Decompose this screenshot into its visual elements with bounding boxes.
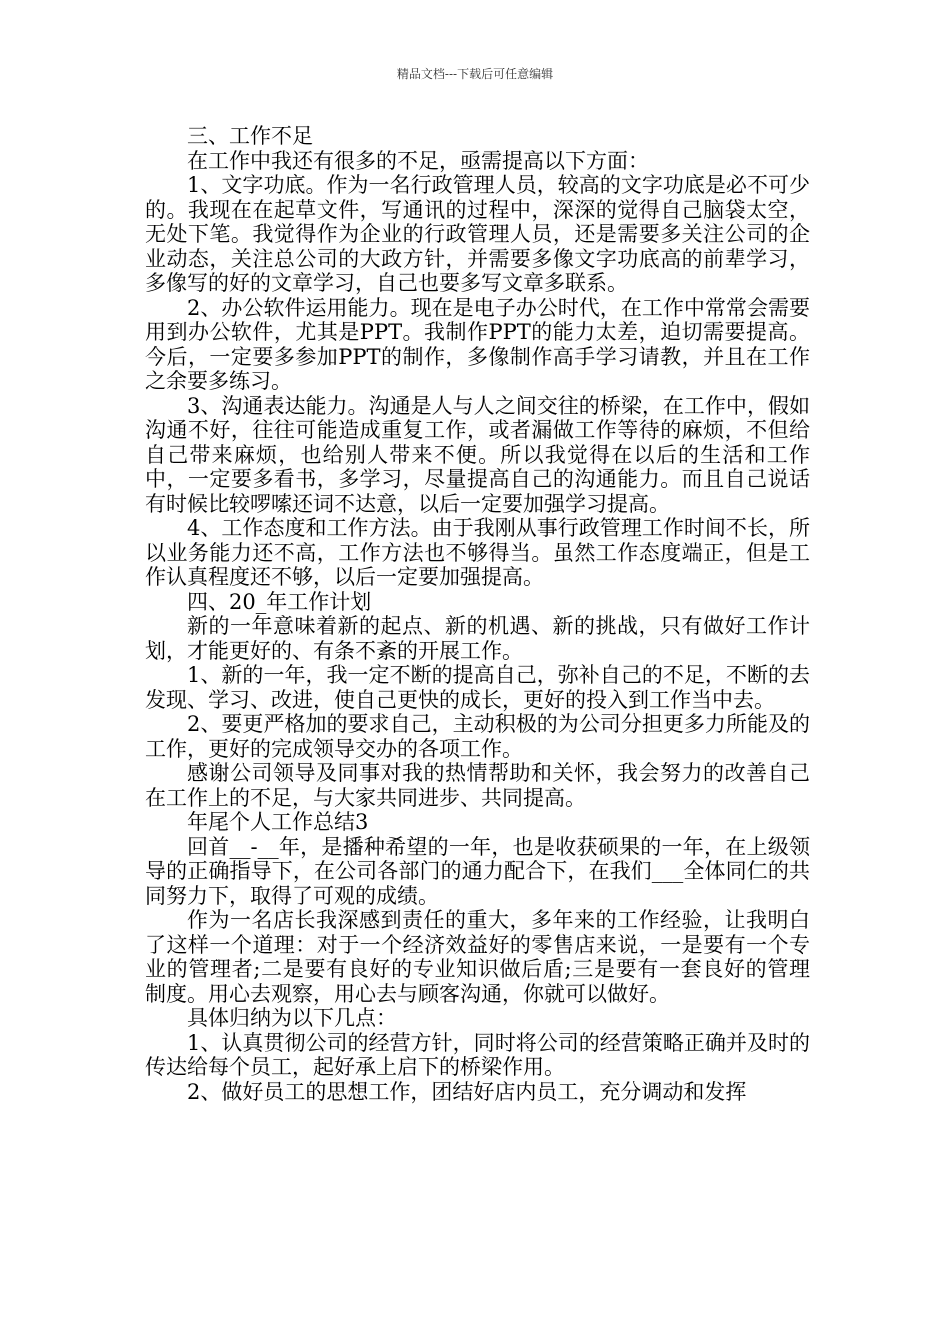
list-item: 2、做好员工的思想工作，团结好店内员工，充分调动和发挥	[187, 1079, 747, 1104]
list-item: 1、新的一年，我一定不断的提高自己，弥补自己的不足，不断的去发现、学习、改进，使自己更快的成长，更好的投入到工作当中去。	[145, 663, 810, 712]
paragraph: 作为一名店长我深感到责任的重大，多年来的工作经验，让我明白了这样一个道理：对于一个经济效益好的零售店来说，一是要有一个专业的管理者;二是要有良好的专业知识做后盾;三是要有一套良好的管理制度。用心去观察，用心去与顾客沟通，你就可以做好。	[145, 908, 810, 1006]
section-heading-summary-3: 年尾个人工作总结3	[187, 810, 369, 834]
list-item: 1、认真贯彻公司的经营方针，同时将公司的经营策略正确并及时的传达给每个员工，起好承上启下的桥梁作用。	[145, 1030, 810, 1079]
list-item: 1、文字功底。作为一名行政管理人员，较高的文字功底是必不可少的。我现在在起草文件，写通讯的过程中，深深的觉得自己脑袋太空，无处下笔。我觉得作为企业的行政管理人员，还是需要多关注公司的企业动态，关注总公司的大政方针，并需要多像文字功底高的前辈学习，多像写的好的文章学习，自己也要多写文章多联系。	[145, 173, 810, 295]
list-item: 2、要更严格加的要求自己，主动积极的为公司分担更多力所能及的工作，更好的完成领导交办的各项工作。	[145, 712, 810, 761]
paragraph: 新的一年意味着新的起点、新的机遇、新的挑战，只有做好工作计划，才能更好的、有条不紊的开展工作。	[145, 614, 810, 663]
paragraph: 具体归纳为以下几点：	[187, 1006, 397, 1030]
page-header: 精品文档---下载后可任意编辑	[396, 67, 554, 81]
list-item: 4、工作态度和工作方法。由于我刚从事行政管理工作时间不长，所以业务能力还不高，工作方法也不够得当。虽然工作态度端正，但是工作认真程度还不够，以后一定要加强提高。	[145, 516, 810, 589]
section-heading-work-shortcomings: 三、工作不足	[187, 124, 313, 148]
section-heading-work-plan: 四、20_年工作计划	[187, 589, 372, 614]
document-body	[145, 124, 810, 1104]
paragraph: 在工作中我还有很多的不足，亟需提高以下方面：	[187, 148, 649, 173]
paragraph: 回首__-__年，是播种希望的一年，也是收获硕果的一年，在上级领导的正确指导下，在公司各部门的通力配合下，在我们___全体同仁的共同努力下，取得了可观的成绩。	[145, 834, 810, 908]
list-item: 2、办公软件运用能力。现在是电子办公时代，在工作中常常会需要用到办公软件，尤其是PPT。我制作PPT的能力太差，迫切需要提高。今后，一定要多参加PPT的制作，多像制作高手学习请教，并且在工作之余要多练习。	[145, 295, 810, 393]
paragraph: 感谢公司领导及同事对我的热情帮助和关怀，我会努力的改善自己在工作上的不足，与大家共同进步、共同提高。	[145, 761, 810, 810]
list-item: 3、沟通表达能力。沟通是人与人之间交往的桥梁，在工作中，假如沟通不好，往往可能造成重复工作，或者漏做工作等待的麻烦，不但给自己带来麻烦，也给别人带来不便。所以我觉得在以后的生活和工作中，一定要多看书，多学习，尽量提高自己的沟通能力。而且自己说话有时候比较啰嗦还词不达意，以后一定要加强学习提高。	[145, 393, 810, 516]
